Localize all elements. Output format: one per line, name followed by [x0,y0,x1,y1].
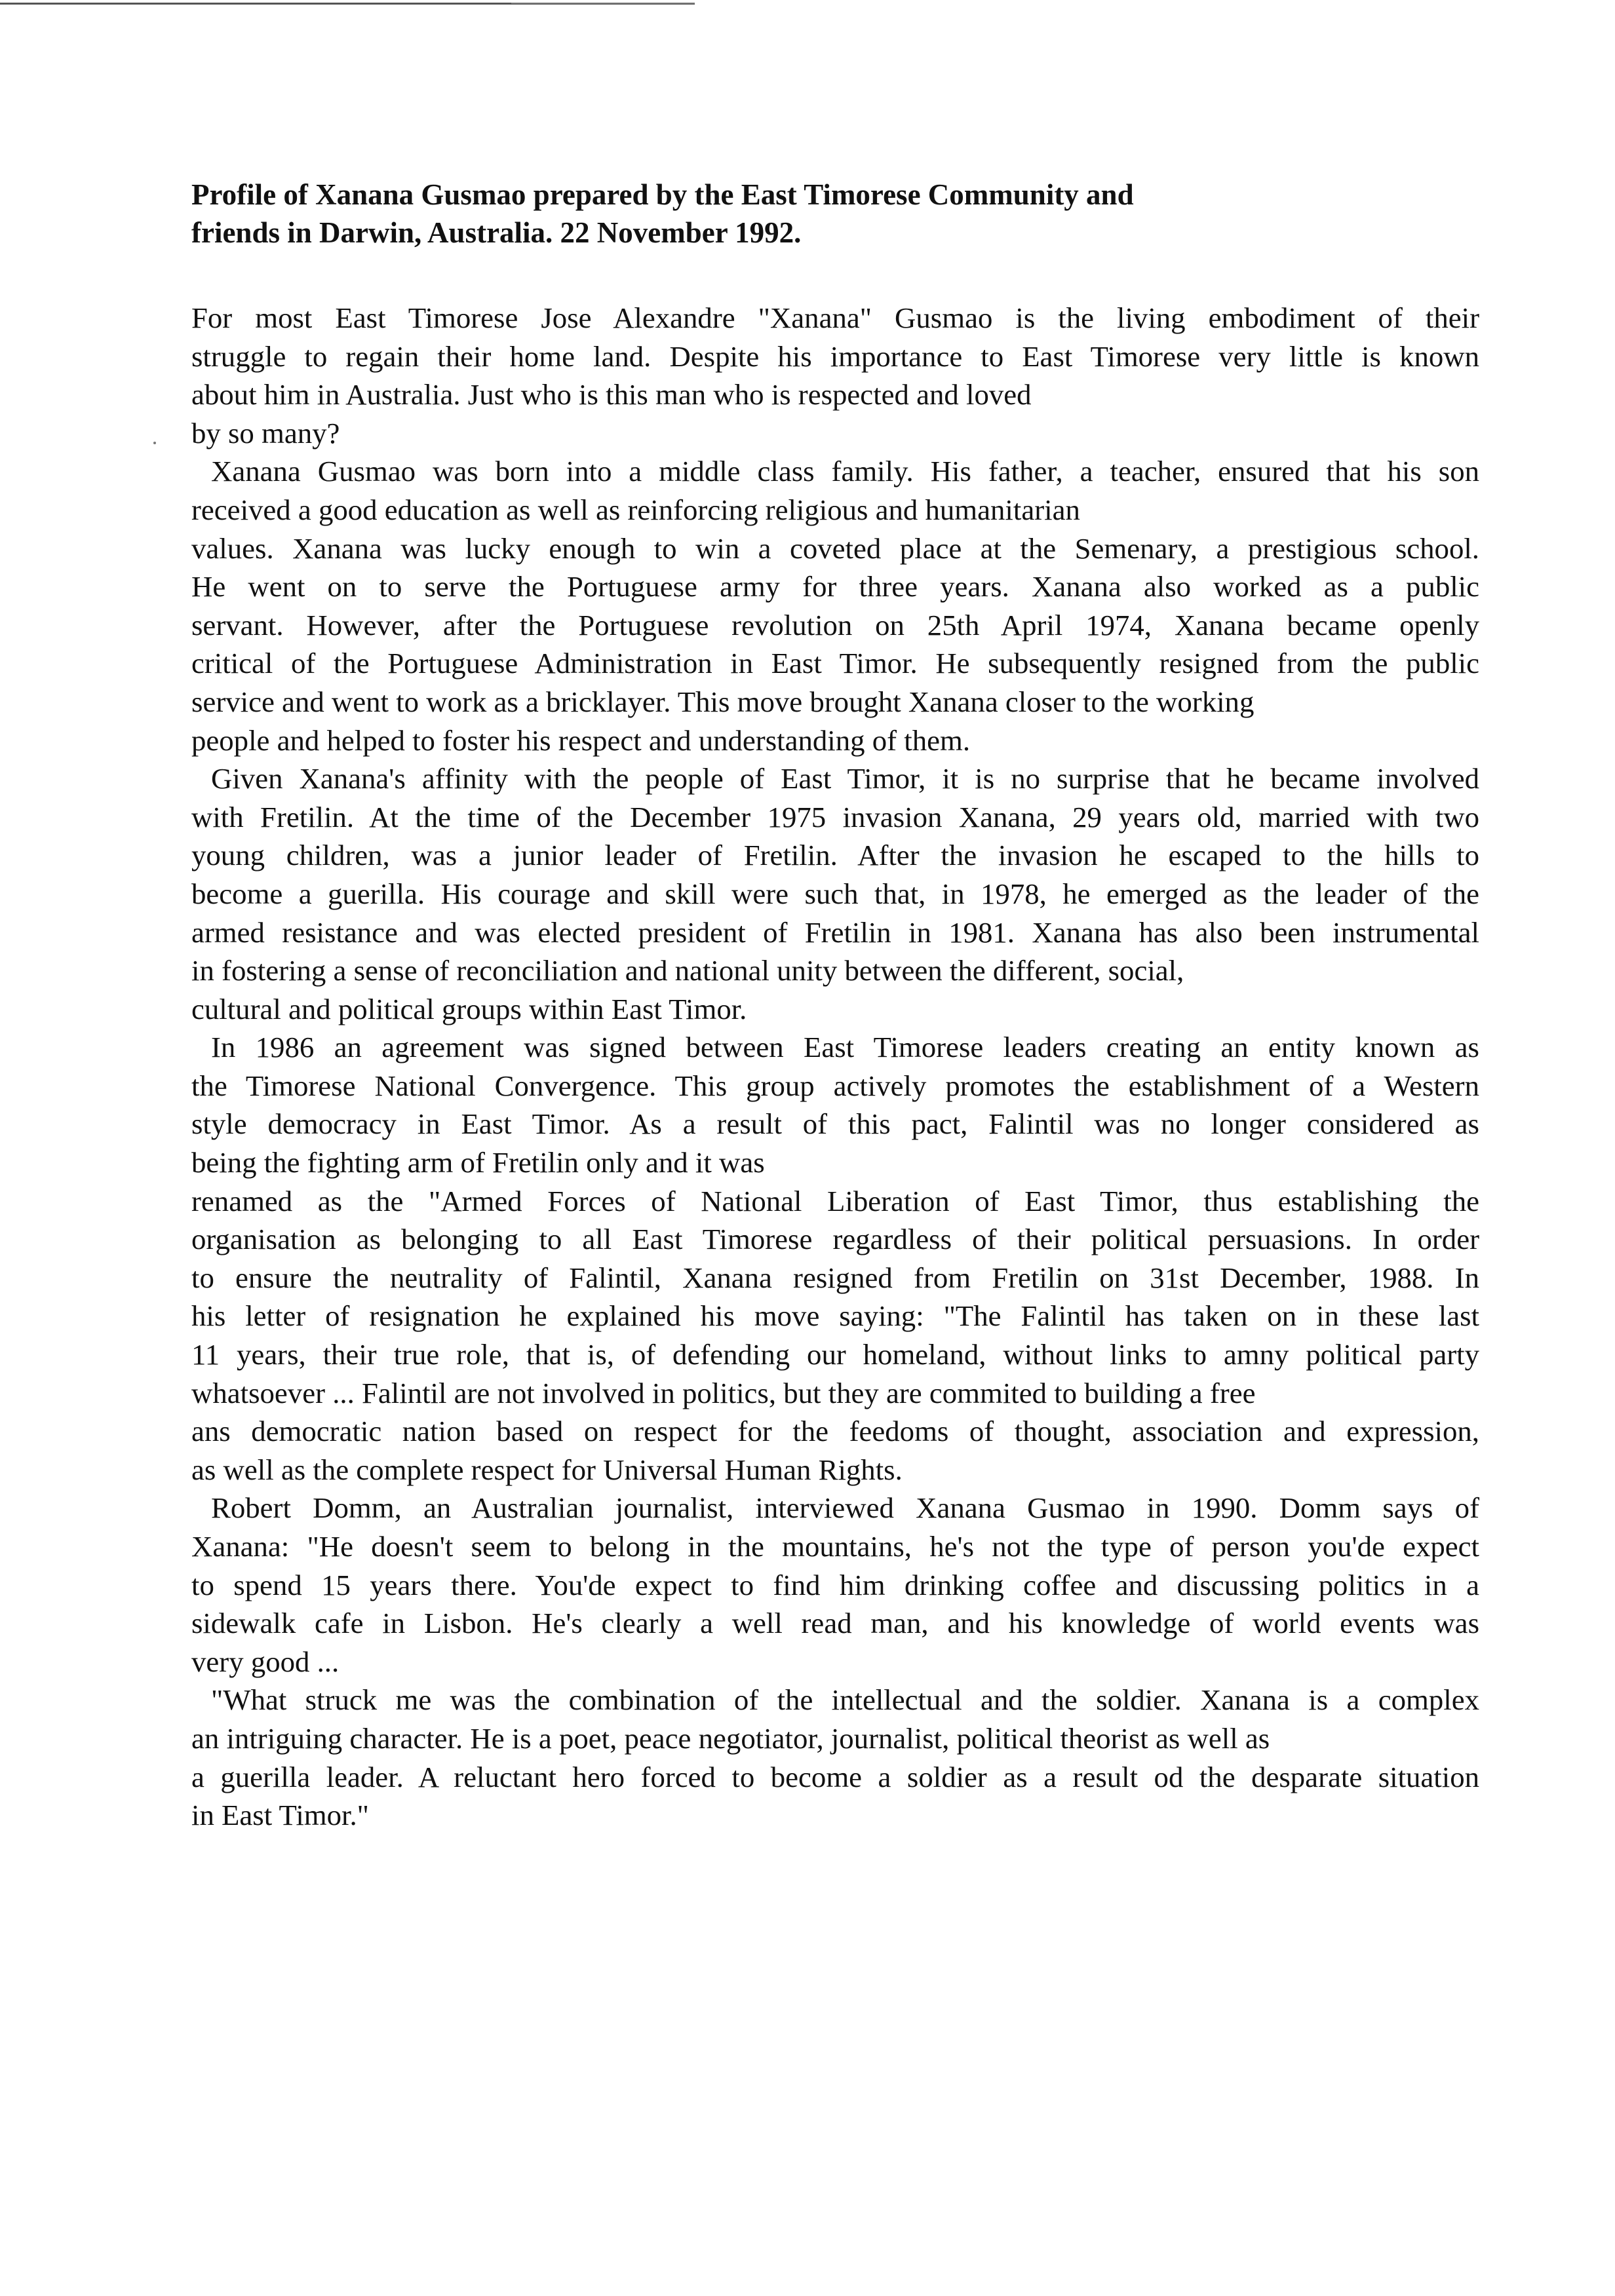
body-line: Xanana: "He doesn't seem to belong in the mountains, he's not the type of person you'de expect [191,1530,1479,1563]
body-line: For most East Timorese Jose Alexandre "Xanana" Gusmao is the living embodiment of their [191,301,1479,334]
body-line: armed resistance and was elected president of Fretilin in 1981. Xanana has also been instrumental [191,915,1479,949]
body-line: being the fighting arm of Fretilin only and it was [191,1146,765,1179]
scan-edge-line [511,3,695,4]
body-line: critical of the Portuguese Administration in East Timor. He subsequently resigned from the public [191,647,1479,680]
body-line: his letter of resignation he explained his move saying: "The Falintil has taken on in these last [191,1299,1479,1333]
body-line: "What struck me was the combination of the intellectual and the soldier. Xanana is a complex [211,1683,1479,1717]
document-page [191,176,1479,1835]
title-line: Profile of Xanana Gusmao prepared by the East Timorese Community and [191,178,1134,211]
body-line: renamed as the "Armed Forces of National Liberation of East Timor, thus establishing the [191,1184,1479,1217]
body-line: by so many? [191,416,340,450]
document-title [191,176,1479,252]
body-line: 11 years, their true role, that is, of defending our homeland, without links to amny political party [191,1338,1479,1371]
body-line: a guerilla leader. A reluctant hero forced to become a soldier as a result od the desparate situation [191,1760,1479,1793]
body-line: Given Xanana's affinity with the people of East Timor, it is no surprise that he became involved [211,762,1479,795]
body-line: received a good education as well as reinforcing religious and humanitarian [191,493,1080,526]
body-line: in fostering a sense of reconciliation and national unity between the different, social, [191,954,1184,987]
body-line: ans democratic nation based on respect for the feedoms of thought, association and expression, [191,1415,1479,1448]
body-line: Xanana Gusmao was born into a middle class family. His father, a teacher, ensured that his son [211,455,1479,488]
body-line: whatsoever ... Falintil are not involved in politics, but they are commited to building a free [191,1376,1256,1409]
body-line: organisation as belonging to all East Timorese regardless of their political persuasions. In order [191,1223,1479,1256]
body-line: service and went to work as a bricklayer. This move brought Xanana closer to the working [191,685,1255,718]
body-line: people and helped to foster his respect and understanding of them. [191,723,971,757]
body-line: as well as the complete respect for Universal Human Rights. [191,1453,903,1486]
body-line: with Fretilin. At the time of the December 1975 invasion Xanana, 29 years old, married with two [191,800,1479,833]
scan-speck [153,442,156,444]
body-line: sidewalk cafe in Lisbon. He's clearly a well read man, and his knowledge of world events was [191,1607,1479,1640]
body-line: about him in Australia. Just who is this man who is respected and loved [191,378,1032,411]
document-body [191,299,1479,1835]
body-line: become a guerilla. His courage and skill were such that, in 1978, he emerged as the leader of the [191,877,1479,910]
body-line: an intriguing character. He is a poet, peace negotiator, journalist, political theorist as well as [191,1721,1270,1755]
body-line: very good ... [191,1645,340,1678]
body-line: In 1986 an agreement was signed between East Timorese leaders creating an entity known as [211,1031,1479,1064]
body-line: the Timorese National Convergence. This group actively promotes the establishment of a Western [191,1069,1479,1102]
body-line: values. Xanana was lucky enough to win a coveted place at the Semenary, a prestigious school. [191,531,1479,565]
body-line: He went on to serve the Portuguese army for three years. Xanana also worked as a public [191,570,1479,603]
body-line: style democracy in East Timor. As a result of this pact, Falintil was no longer considered as [191,1107,1479,1141]
body-line: Robert Domm, an Australian journalist, interviewed Xanana Gusmao in 1990. Domm says of [211,1491,1479,1525]
body-line: in East Timor." [191,1799,369,1832]
body-line: young children, was a junior leader of Fretilin. After the invasion he escaped to the hills to [191,839,1479,872]
body-line: cultural and political groups within East Timor. [191,992,747,1025]
title-line: friends in Darwin, Australia. 22 November 1992. [191,216,802,249]
body-line: to ensure the neutrality of Falintil, Xanana resigned from Fretilin on 31st December, 1988. In [191,1261,1479,1294]
body-line: to spend 15 years there. You'de expect to find him drinking coffee and discussing politics in a [191,1568,1479,1601]
body-line: struggle to regain their home land. Despite his importance to East Timorese very little is known [191,339,1479,373]
body-line: servant. However, after the Portuguese revolution on 25th April 1974, Xanana became openly [191,608,1479,641]
